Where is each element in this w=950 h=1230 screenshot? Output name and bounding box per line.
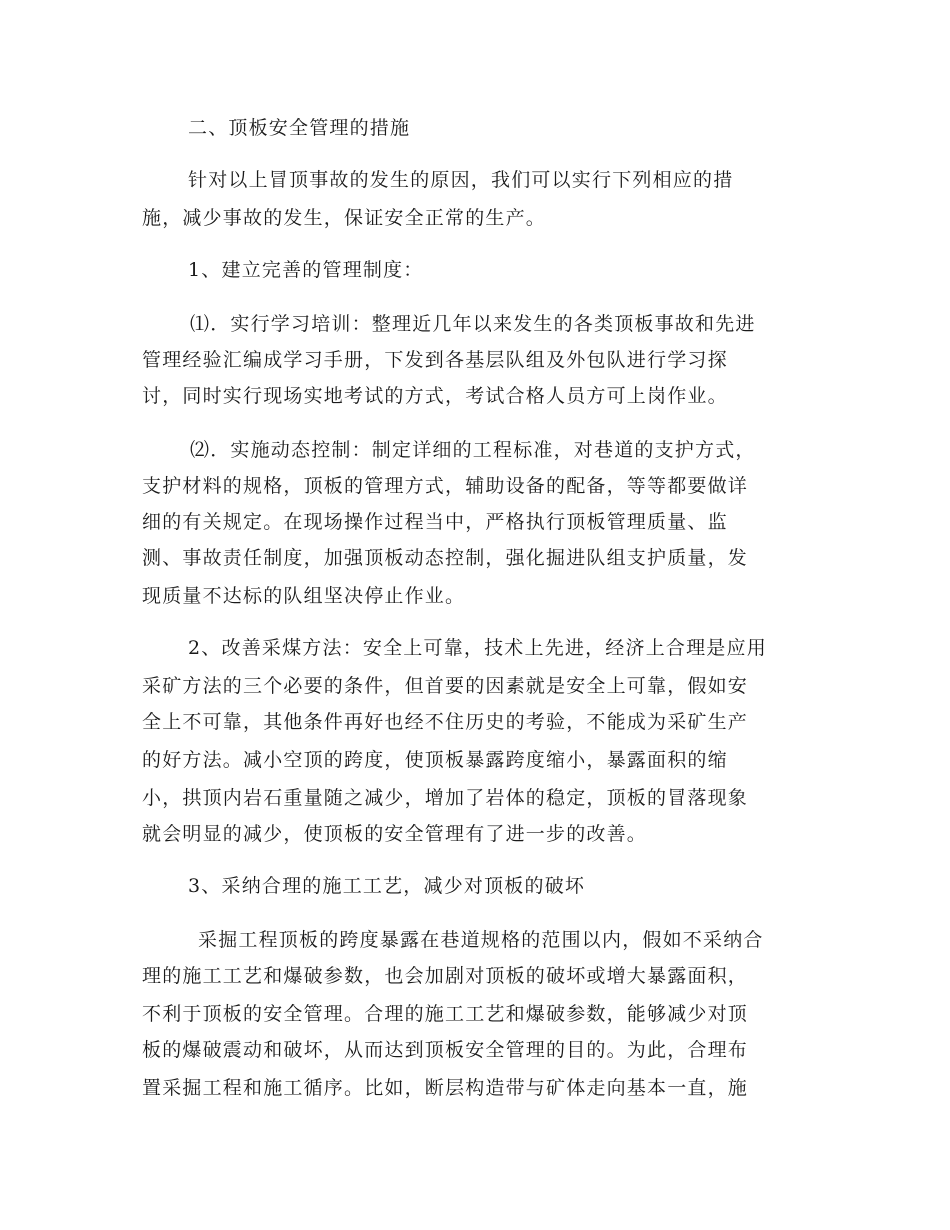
paragraph-line: ⑵．实施动态控制：制定详细的工程标准，对巷道的支护方式， [190, 439, 756, 461]
subsection-title: 3、采纳合理的施工工艺，减少对顶板的破坏 [188, 875, 586, 897]
paragraph-line: 2、改善采煤方法：安全上可靠，技术上先进，经济上合理是应用 [188, 637, 767, 659]
section-heading: 二、顶板安全管理的措施 [188, 117, 411, 139]
paragraph-line: 测、事故责任制度，加强顶板动态控制，强化掘进队组支护质量，发 [142, 547, 749, 569]
paragraph-line: 采掘工程顶板的跨度暴露在巷道规格的范围以内，假如不采纳合 [198, 929, 764, 951]
paragraph-line: 讨，同时实行现场实地考试的方式，考试合格人员方可上岗作业。 [142, 385, 728, 407]
paragraph-line: 板的爆破震动和破坏，从而达到顶板安全管理的目的。为此，合理布 [142, 1039, 749, 1061]
paragraph-line: 现质量不达标的队组坚决停止作业。 [142, 585, 466, 607]
paragraph-line: 不利于顶板的安全管理。合理的施工工艺和爆破参数，能够减少对顶 [142, 1003, 749, 1025]
subsection-title: 1、建立完善的管理制度： [188, 259, 424, 281]
paragraph-line: ⑴．实行学习培训：整理近几年以来发生的各类顶板事故和先进 [190, 313, 756, 335]
paragraph-line: 细的有关规定。在现场操作过程当中，严格执行顶板管理质量、监 [142, 511, 728, 533]
paragraph-line: 支护材料的规格，顶板的管理方式，辅助设备的配备，等等都要做详 [142, 475, 749, 497]
paragraph-line: 采矿方法的三个必要的条件，但首要的因素就是安全上可靠，假如安 [142, 675, 749, 697]
intro-line: 施，减少事故的发生，保证安全正常的生产。 [142, 207, 547, 229]
paragraph-line: 全上不可靠，其他条件再好也经不住历史的考验，不能成为采矿生产 [142, 711, 749, 733]
paragraph-line: 小，拱顶内岩石重量随之减少，增加了岩体的稳定，顶板的冒落现象 [142, 787, 749, 809]
paragraph-line: 的好方法。减小空顶的跨度，使顶板暴露跨度缩小，暴露面积的缩 [142, 749, 728, 771]
paragraph-line: 就会明显的减少，使顶板的安全管理有了进一步的改善。 [142, 823, 648, 845]
intro-line: 针对以上冒顶事故的发生的原因，我们可以实行下列相应的措 [188, 169, 734, 191]
paragraph-line: 管理经验汇编成学习手册，下发到各基层队组及外包队进行学习探 [142, 349, 728, 371]
paragraph-line: 置采掘工程和施工循序。比如，断层构造带与矿体走向基本一直，施 [142, 1077, 749, 1099]
paragraph-line: 理的施工工艺和爆破参数，也会加剧对顶板的破坏或增大暴露面积， [142, 965, 749, 987]
